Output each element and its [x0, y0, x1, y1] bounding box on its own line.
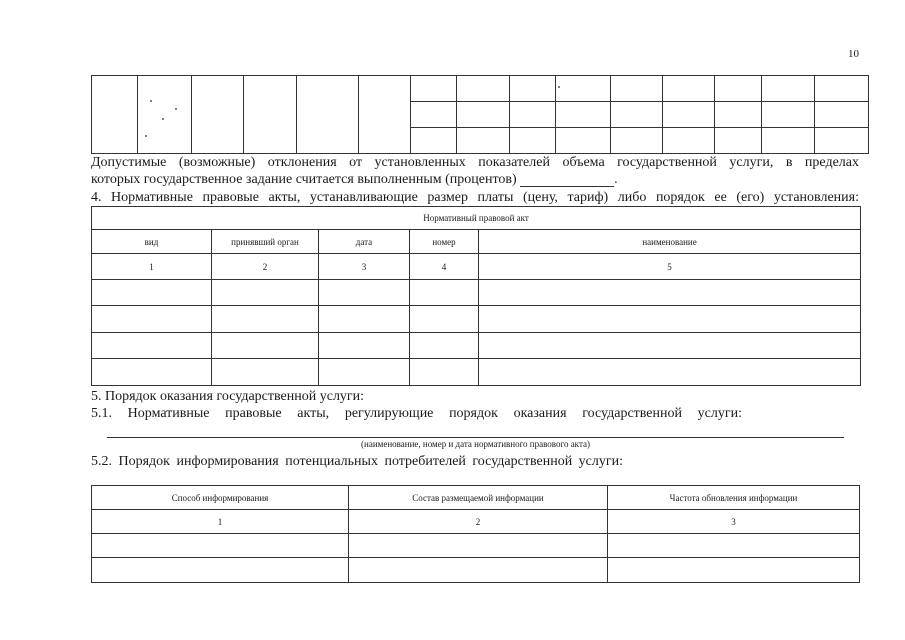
empty-cell: [410, 359, 479, 386]
section5-heading: 5. Порядок оказания государственной услуги:: [91, 389, 365, 404]
grid-cell: [92, 76, 138, 154]
empty-cell: [92, 306, 212, 333]
grid-cell: [663, 76, 715, 102]
grid-cell: [715, 102, 762, 128]
grid-cell: [510, 102, 556, 128]
acts-table: [91, 206, 861, 386]
deviation-line-2-text: которых государственное задание считается выполненным (процентов): [91, 172, 517, 187]
col-header-date: дата: [319, 230, 410, 254]
scan-speck: [162, 118, 164, 120]
section5-1-heading: 5.1. Нормативные правовые акты, регулирующие порядок оказания государственной услуги:: [91, 406, 742, 421]
empty-cell: [349, 534, 608, 558]
percent-blank: [520, 174, 614, 187]
col-number-2: 2: [349, 510, 608, 534]
grid-cell: [815, 76, 869, 102]
top-grid-table: [91, 75, 869, 154]
empty-cell: [212, 306, 319, 333]
grid-cell: [715, 128, 762, 154]
empty-cell: [479, 280, 861, 306]
section4-heading: 4. Нормативные правовые акты, устанавливающие размер платы (цену, тариф) либо порядок ее (его) установления:: [91, 190, 859, 205]
empty-cell: [319, 280, 410, 306]
grid-cell: [138, 76, 192, 154]
deviation-line-1: Допустимые (возможные) отклонения от установленных показателей объема государственной услуги, в пределах: [91, 155, 859, 170]
grid-cell: [762, 76, 815, 102]
col-header-number: номер: [410, 230, 479, 254]
scan-speck: [175, 108, 177, 110]
grid-cell: [457, 76, 510, 102]
col-number-1: 1: [92, 510, 349, 534]
grid-cell: [411, 128, 457, 154]
grid-cell: [663, 128, 715, 154]
act-name-line: [107, 437, 844, 438]
grid-cell: [663, 102, 715, 128]
table-header-row: [92, 207, 861, 230]
grid-cell: [715, 76, 762, 102]
table-row: [92, 558, 860, 583]
col-number-1: 1: [92, 254, 212, 280]
grid-cell: [762, 128, 815, 154]
empty-cell: [319, 306, 410, 333]
col-number-5: 5: [479, 254, 861, 280]
empty-cell: [92, 333, 212, 359]
scan-speck: [558, 86, 560, 88]
table-row: [92, 76, 869, 102]
table-header-row: [92, 230, 861, 254]
grid-cell: [762, 102, 815, 128]
table-row: [92, 306, 861, 333]
grid-cell: [611, 128, 663, 154]
grid-cell: [611, 102, 663, 128]
grid-cell: [611, 76, 663, 102]
empty-cell: [479, 359, 861, 386]
grid-cell: [457, 128, 510, 154]
empty-cell: [319, 359, 410, 386]
col-number-2: 2: [212, 254, 319, 280]
col-header-method: Способ информирования: [92, 486, 349, 510]
empty-cell: [319, 333, 410, 359]
grid-cell: [411, 76, 457, 102]
grid-cell: [556, 102, 611, 128]
table-row: [92, 333, 861, 359]
info-table: [91, 485, 860, 583]
col-number-3: 3: [608, 510, 860, 534]
empty-cell: [92, 558, 349, 583]
act-name-caption: (наименование, номер и дата нормативного правового акта): [361, 439, 590, 449]
empty-cell: [479, 306, 861, 333]
grid-cell: [556, 128, 611, 154]
empty-cell: [212, 359, 319, 386]
col-header-type: вид: [92, 230, 212, 254]
grid-cell: [510, 128, 556, 154]
empty-cell: [410, 306, 479, 333]
table-row: [92, 534, 860, 558]
grid-cell: [510, 76, 556, 102]
grid-cell: [556, 76, 611, 102]
table-row: [92, 510, 860, 534]
empty-cell: [479, 333, 861, 359]
grid-cell: [244, 76, 297, 154]
grid-cell: [297, 76, 359, 154]
col-header-frequency: Частота обновления информации: [608, 486, 860, 510]
table-row: [92, 254, 861, 280]
empty-cell: [349, 558, 608, 583]
grid-cell: [411, 102, 457, 128]
grid-cell: [815, 128, 869, 154]
col-number-3: 3: [319, 254, 410, 280]
section5-2-heading: 5.2. Порядок информирования потенциальных потребителей государственной услуги:: [91, 454, 624, 469]
table-row: [92, 359, 861, 386]
empty-cell: [92, 534, 349, 558]
deviation-line-2: [91, 173, 618, 187]
deviation-line-2-end: .: [614, 172, 618, 187]
grid-cell: [192, 76, 244, 154]
scan-speck: [145, 135, 147, 137]
col-header-name: наименование: [479, 230, 861, 254]
empty-cell: [92, 359, 212, 386]
empty-cell: [410, 333, 479, 359]
table-row: [92, 280, 861, 306]
grid-cell: [359, 76, 411, 154]
empty-cell: [212, 333, 319, 359]
empty-cell: [410, 280, 479, 306]
grid-cell: [457, 102, 510, 128]
col-header-content: Состав размещаемой информации: [349, 486, 608, 510]
table-header-row: [92, 486, 860, 510]
acts-group-header: Нормативный правовой акт: [92, 207, 861, 230]
empty-cell: [608, 534, 860, 558]
grid-cell: [815, 102, 869, 128]
empty-cell: [92, 280, 212, 306]
empty-cell: [212, 280, 319, 306]
col-header-authority: принявший орган: [212, 230, 319, 254]
col-number-4: 4: [410, 254, 479, 280]
empty-cell: [608, 558, 860, 583]
page-number: 10: [848, 48, 859, 60]
scan-speck: [150, 100, 152, 102]
